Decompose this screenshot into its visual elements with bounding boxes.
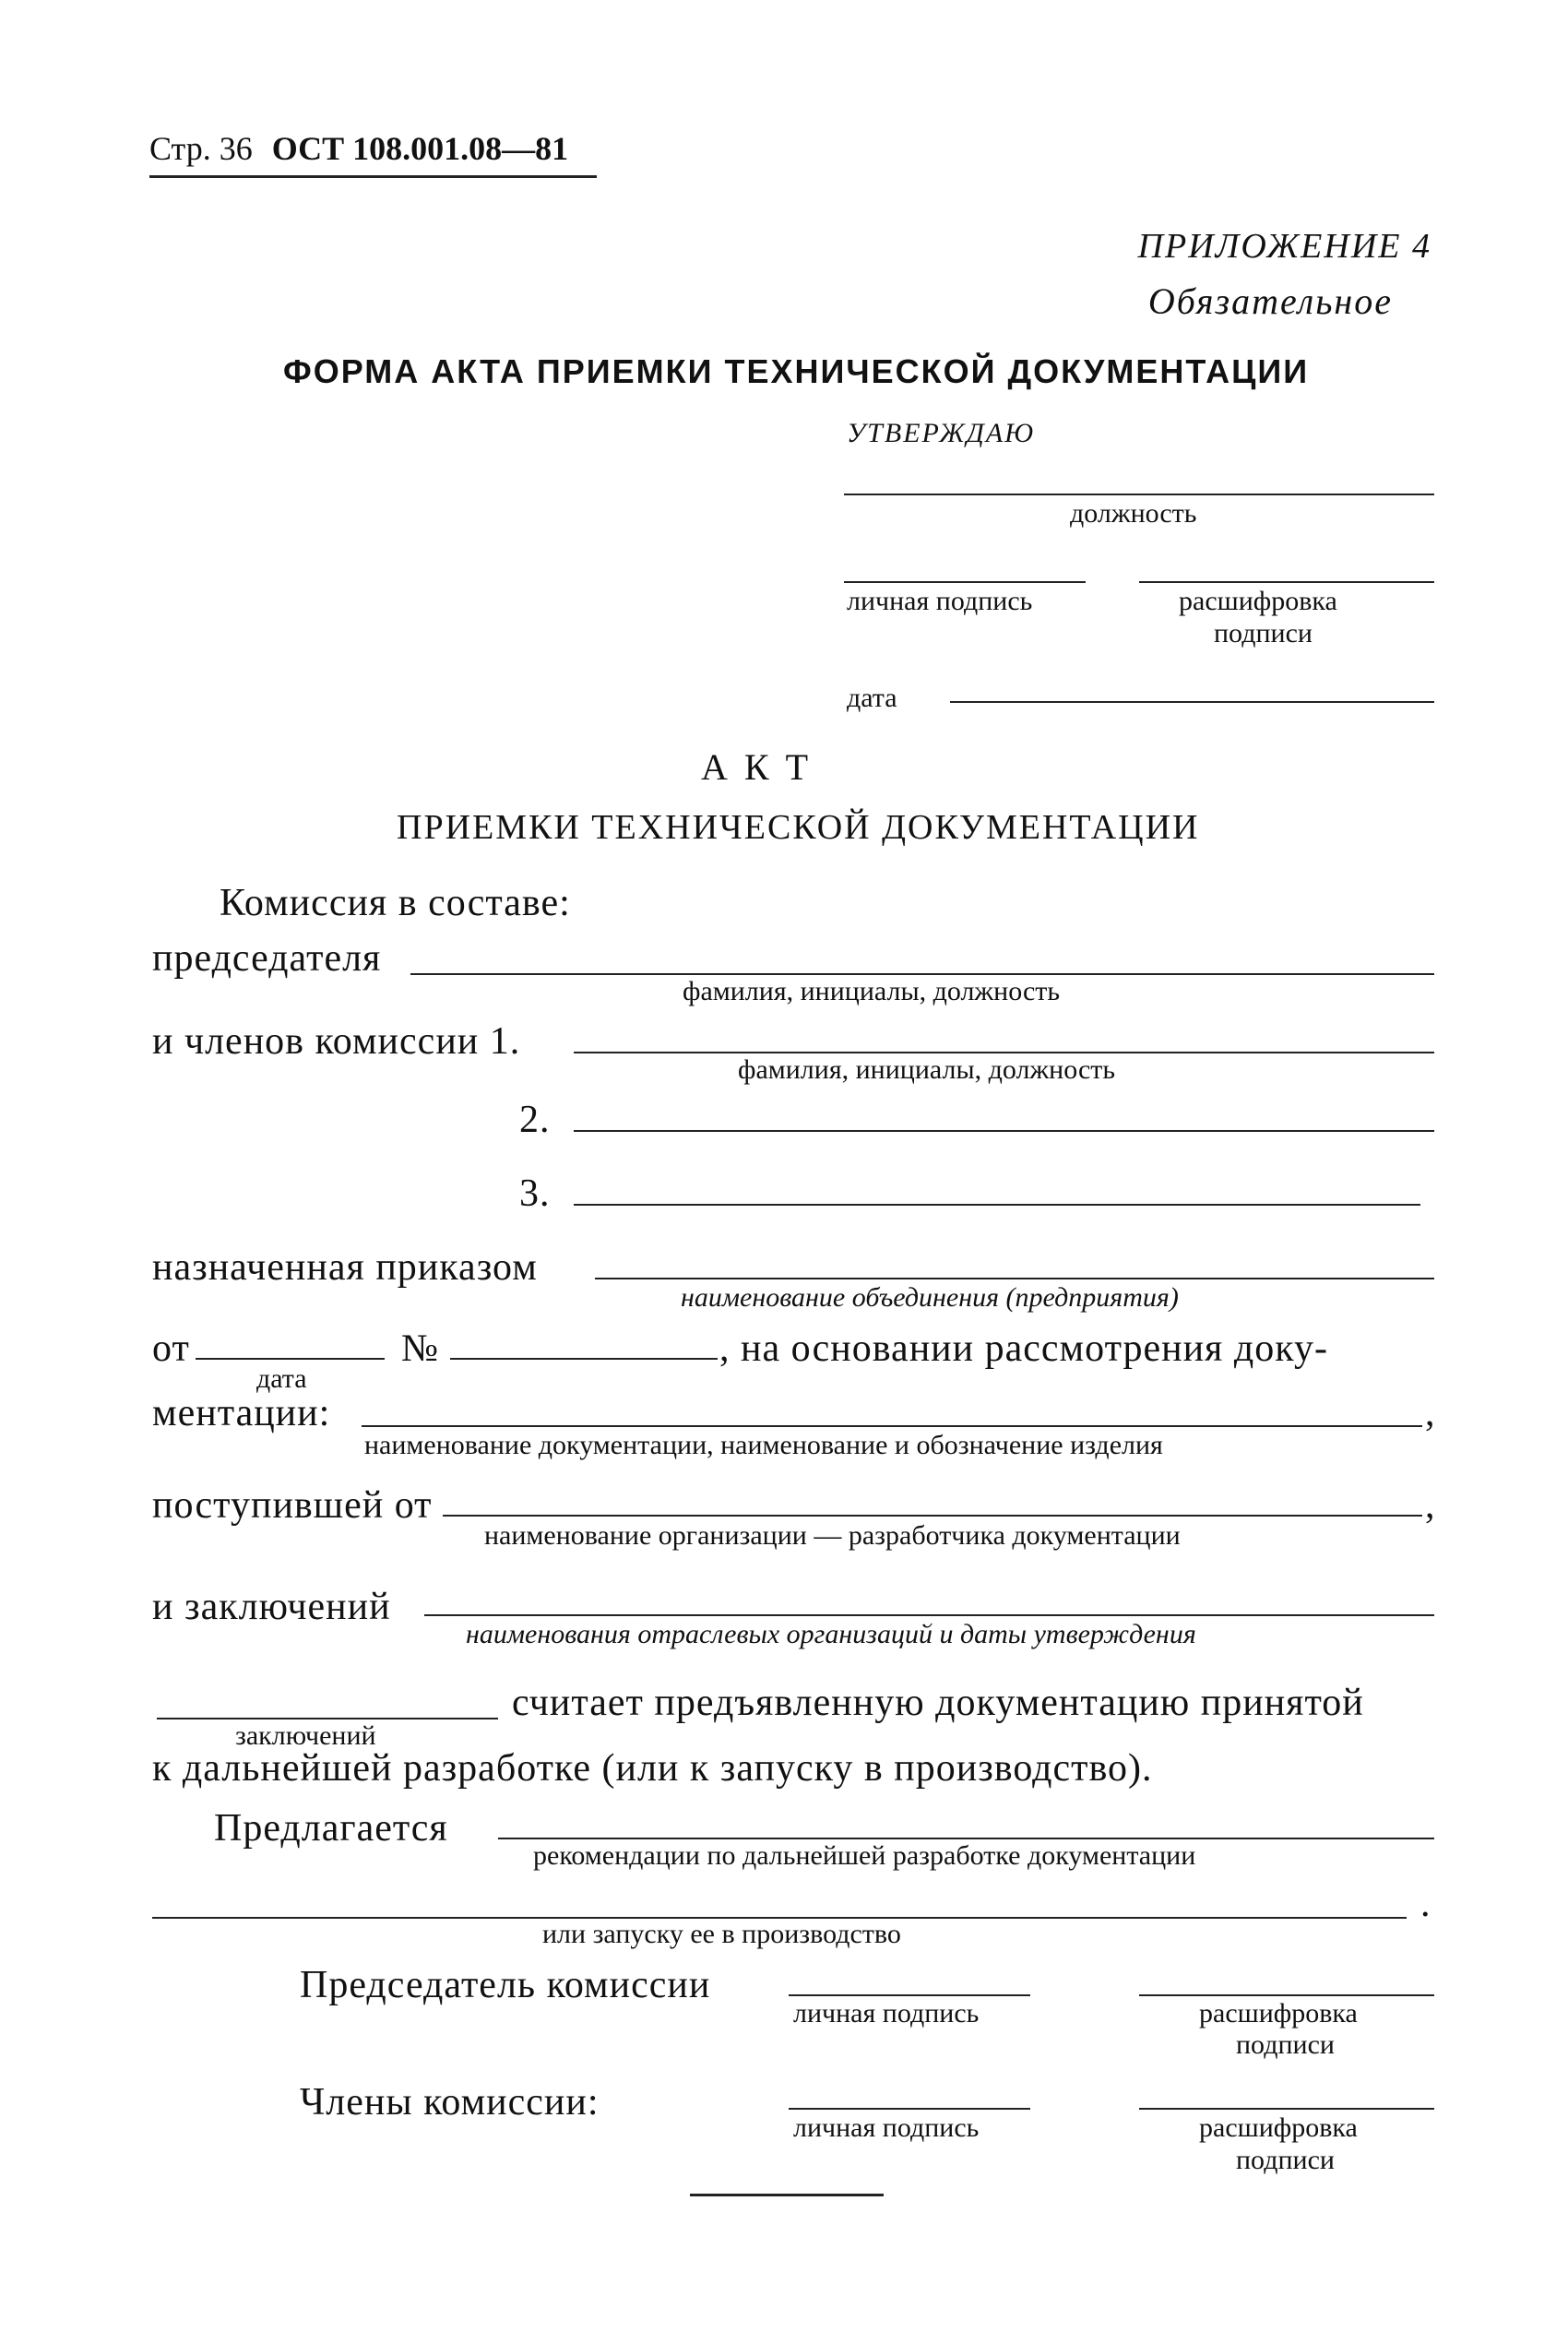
received-comma: , xyxy=(1425,1484,1436,1527)
approval-signature-caption: личная подпись xyxy=(847,586,1033,616)
appendix-status: Обязательное xyxy=(1147,280,1393,322)
member-1-line xyxy=(574,1052,1434,1053)
member-decoding-line xyxy=(1139,2108,1434,2110)
proposed-period: . xyxy=(1420,1883,1431,1925)
approval-date-line xyxy=(950,701,1434,703)
proposed-caption: рекомендации по дальнейшей разработке документации xyxy=(533,1840,1196,1871)
standard-code: ОСТ 108.001.08—81 xyxy=(271,130,569,167)
chairman-decoding-caption-2: подписи xyxy=(1236,2029,1335,2060)
conclusions-caption: наименования отраслевых организаций и даты утверждения xyxy=(466,1619,1196,1649)
further-text: к дальнейшей разработке (или к запуску в производство). xyxy=(152,1747,1153,1790)
approval-decoding-caption-2: подписи xyxy=(1214,618,1313,648)
chairman-decoding-line xyxy=(1139,1994,1434,1996)
chairman-decoding-caption-1: расшифровка xyxy=(1199,1998,1358,2029)
position-line xyxy=(844,494,1434,495)
member-signature-line xyxy=(789,2108,1030,2110)
order-number-line xyxy=(450,1358,718,1360)
documentation-label: ментации: xyxy=(152,1392,331,1434)
position-caption: должность xyxy=(1070,498,1197,529)
header-underline xyxy=(149,175,597,178)
member-signature-caption: личная подпись xyxy=(793,2112,980,2143)
member-2-number: 2. xyxy=(519,1099,551,1141)
footer-rule xyxy=(690,2194,884,2196)
launch-caption: или запуску ее в производство xyxy=(542,1919,901,1949)
member-decoding-caption-1: расшифровка xyxy=(1199,2112,1358,2143)
chairman-signature-line xyxy=(789,1994,1030,1996)
received-line xyxy=(443,1515,1422,1517)
received-caption: наименование организации — разработчика документации xyxy=(484,1520,1181,1551)
page-header xyxy=(149,129,568,168)
conclusions-small-caption: заключений xyxy=(235,1720,376,1751)
members-label: и членов комиссии 1. xyxy=(152,1020,521,1063)
member-decoding-caption-2: подписи xyxy=(1236,2145,1335,2175)
act-title: А К Т xyxy=(701,746,812,788)
documentation-line xyxy=(362,1425,1422,1427)
act-subtitle: ПРИЕМКИ ТЕХНИЧЕСКОЙ ДОКУМЕНТАЦИИ xyxy=(397,808,1200,847)
proposed-label: Предлагается xyxy=(214,1807,448,1850)
conclusions-label: и заключений xyxy=(152,1586,391,1628)
proposed-line xyxy=(498,1838,1434,1839)
chairman-signature-caption: личная подпись xyxy=(793,1998,980,2029)
order-date-line xyxy=(196,1358,385,1360)
approval-decoding-line xyxy=(1139,581,1434,583)
basis-text: , на основании рассмотрения доку- xyxy=(719,1327,1329,1370)
member-1-caption: фамилия, инициалы, должность xyxy=(738,1054,1116,1085)
from-label: от xyxy=(152,1327,190,1370)
order-caption: наименование объединения (предприятия) xyxy=(681,1282,1179,1313)
members-signature-label: Члены комиссии: xyxy=(300,2081,600,2124)
number-sign: № xyxy=(401,1327,440,1370)
page-number: Стр. 36 xyxy=(149,130,253,167)
form-title: ФОРМА АКТА ПРИЕМКИ ТЕХНИЧЕСКОЙ ДОКУМЕНТАЦИИ xyxy=(283,352,1310,390)
approval-decoding-caption-1: расшифровка xyxy=(1179,586,1337,616)
approval-signature-line xyxy=(844,581,1086,583)
considers-text: считает предъявленную документацию принятой xyxy=(512,1682,1364,1724)
conclusions-short-line xyxy=(157,1718,498,1719)
received-label: поступившей от xyxy=(152,1484,433,1527)
commission-label: Комиссия в составе: xyxy=(220,882,571,924)
approval-heading: УТВЕРЖДАЮ xyxy=(847,418,1036,448)
documentation-caption: наименование документации, наименование и обозначение изделия xyxy=(364,1430,1163,1460)
member-3-line xyxy=(574,1204,1420,1206)
member-2-line xyxy=(574,1130,1434,1132)
order-date-caption: дата xyxy=(256,1363,307,1394)
conclusions-line xyxy=(424,1614,1434,1616)
chairman-line xyxy=(410,973,1434,975)
chairman-caption: фамилия, инициалы, должность xyxy=(683,976,1061,1006)
date-label: дата xyxy=(847,683,897,713)
appointed-label: назначенная приказом xyxy=(152,1246,538,1289)
order-line xyxy=(595,1278,1434,1279)
appendix-number: ПРИЛОЖЕНИЕ 4 xyxy=(1137,227,1431,266)
member-3-number: 3. xyxy=(519,1172,551,1215)
chairman-label: председателя xyxy=(152,937,382,980)
chairman-signature-label: Председатель комиссии xyxy=(300,1964,711,2006)
documentation-comma: , xyxy=(1425,1392,1436,1434)
